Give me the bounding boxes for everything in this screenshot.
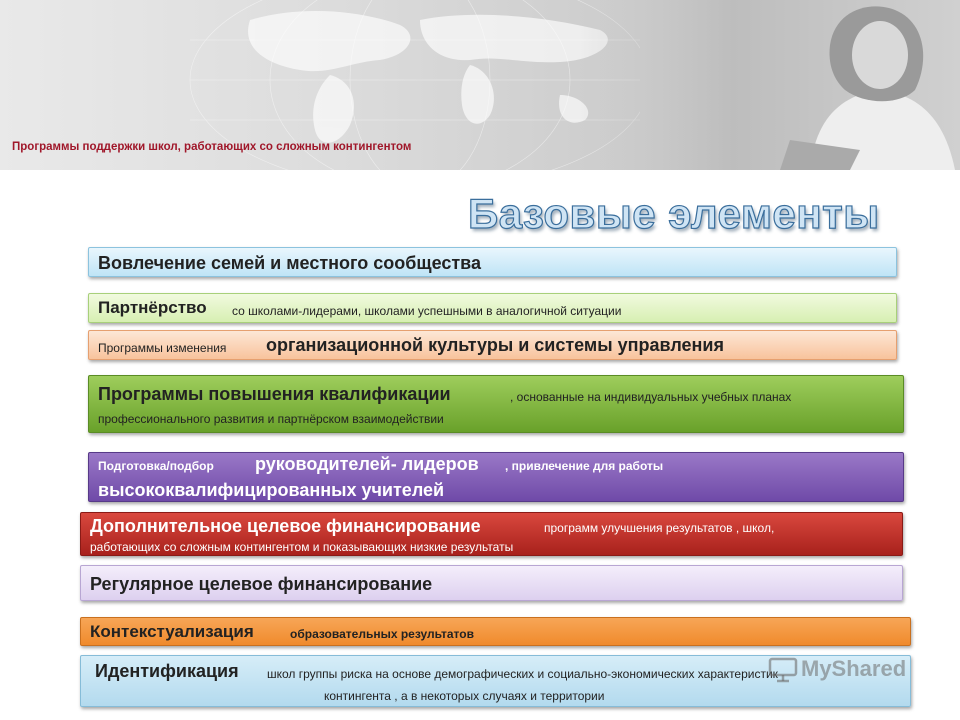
item-detail-text: образовательных результатов (290, 627, 474, 641)
item-main-text: Дополнительное целевое финансирование (90, 516, 481, 536)
item-organizational-culture (88, 330, 897, 360)
item-regular-funding (80, 565, 903, 601)
item-additional-funding (80, 512, 903, 556)
presentation-subtitle: Программы поддержки школ, работающих со сложным контингентом (12, 141, 412, 153)
item-detail-text: школ группы риска на основе демографических и социально-экономических характеристик (267, 667, 778, 681)
item-detail-text-2: контингента , а в некоторых случаях и территории (324, 689, 605, 703)
student-photo (580, 0, 960, 170)
item-main-text: Партнёрство (98, 298, 207, 317)
item-prefix-text: Подготовка/подбор (98, 459, 214, 473)
item-contextualization (80, 617, 911, 646)
presentation-icon (768, 657, 798, 683)
item-detail-text: со школами-лидерами, школами успешными в аналогичной ситуации (232, 304, 622, 318)
item-main-text: Идентификация (95, 661, 239, 681)
item-main-text: Контекстуализация (90, 622, 254, 641)
item-partnership (88, 293, 897, 323)
watermark-logo (768, 656, 906, 683)
item-detail-text-2: работающих со сложным контингентом и показывающих низкие результаты (90, 540, 514, 554)
item-main-text-2: высококвалифицированных учителей (98, 480, 445, 500)
item-main-text: Программы повышения квалификации (98, 384, 451, 404)
item-family-involvement (88, 247, 897, 277)
item-detail-text-2: профессионального развития и партнёрском взаимодействии (98, 412, 444, 426)
slide-title: Базовые элементы (468, 190, 880, 237)
item-leader-training (88, 452, 904, 502)
item-detail-text: программ улучшения результатов , школ, (544, 521, 775, 535)
item-prefix-text: Программы изменения (98, 341, 227, 355)
item-main-text: руководителей- лидеров (255, 454, 479, 474)
watermark-text: MyShared (801, 656, 907, 681)
header-banner (0, 0, 960, 170)
item-qualification-programs (88, 375, 904, 433)
item-main-text: Регулярное целевое финансирование (90, 574, 433, 594)
item-detail-text: , основанные на индивидуальных учебных планах (510, 390, 792, 404)
item-detail-text: , привлечение для работы (505, 459, 664, 473)
item-main-text: Вовлечение семей и местного сообщества (98, 253, 482, 273)
item-main-text: организационной культуры и системы управления (266, 335, 724, 355)
